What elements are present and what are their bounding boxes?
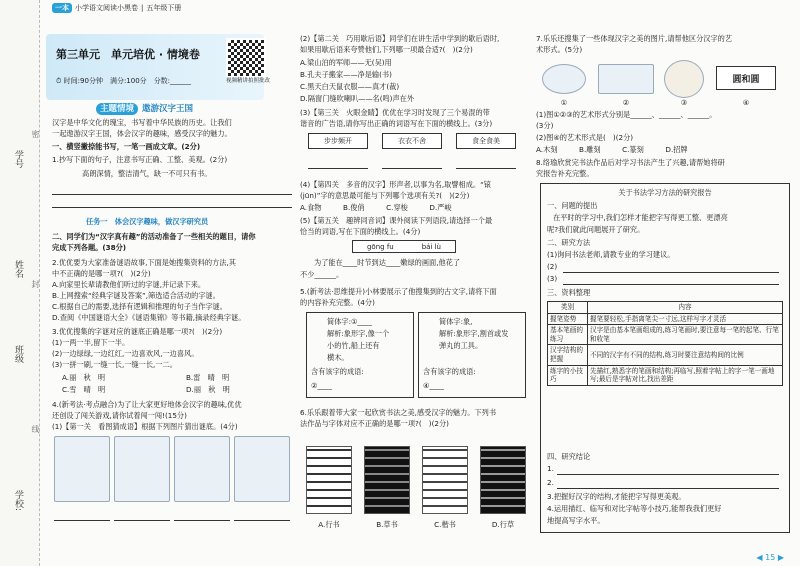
seal-char: 封 <box>31 280 40 288</box>
report-text: 在平时的学习中,我们怎样才能把字写得更工整、更漂亮 <box>553 213 728 222</box>
table-header: 类别 <box>548 302 588 314</box>
calligraphy-image <box>364 446 410 514</box>
table-header: 内容 <box>588 302 783 314</box>
stage-two: 如果用歇后语来夸赞他们,下列哪一项最合适?( )(2分) <box>300 45 473 54</box>
table-row: 握笔姿势 握笔要轻松,手指离笔尖一寸远,这样写字才灵活 <box>548 313 783 325</box>
option[interactable]: B.孔夫子搬家——净是输(书) <box>300 70 392 79</box>
stage-three: (3)【第三关 火眼金睛】优优在学习时发现了三个易混的带 <box>300 108 490 117</box>
question-7: 7.乐乐还搜集了一些体现汉字之美的图片,请帮他区分汉字的艺 <box>536 34 733 43</box>
report-text: (1)询问书法老师,请教专业的学习建议。 <box>547 250 675 259</box>
riddle: (2)一边绿绿,一边红红,一边喜欢风,一边喜风。 <box>52 349 199 358</box>
stage-three: 谐音的广告语,请你写出正确的词语写在下面的横线上。(3分) <box>300 119 493 128</box>
ad-slogan: 衣衣不舍 <box>382 133 442 149</box>
paper-cut-image <box>542 64 586 94</box>
stage-four: (4)【第四关 多音的汉字】形声者,以事为名,取譬相成。“锿 <box>300 180 491 189</box>
question-6: 6.乐乐跟着带大家一起欣赏书法之美,感受汉字的魅力。下列书 <box>300 408 497 417</box>
option[interactable]: A.向家里长辈请教他们听过的字谜,并记录下来。 <box>52 280 206 289</box>
part-two-heading: 完成下列各题。(38分) <box>52 243 127 252</box>
qr-code-icon[interactable] <box>226 38 266 78</box>
option[interactable]: D.丽 秋 明 <box>186 385 230 394</box>
options-row[interactable]: A.木刻 B.雕刻 C.篆刻 D.招牌 <box>536 145 688 154</box>
intro-text: 一起遨游汉字王国，体会汉字的趣味，感受汉字的魅力。 <box>52 129 232 138</box>
report-text: 4.运用描红、临写和对比字帖等小技巧,能帮我我们更好 <box>547 504 722 513</box>
binding-margin <box>0 0 40 566</box>
answer-line[interactable] <box>382 168 442 169</box>
sub-question: (2)图④的艺术形式是( )(2分) <box>536 133 634 142</box>
image-label: ② <box>622 98 630 107</box>
table-row: 基本笔画的练习 汉字是由基本笔画组成的,练习笔画时,要注意每一笔的起笔、行笔和收笔 <box>548 325 783 345</box>
image-label: ③ <box>680 98 688 107</box>
question-1: 1.抄写下面的句子，注意书写正确、工整、美观。(2分) <box>52 155 228 164</box>
question-6: 法作品与字体对应不正确的是哪一项?( )(2分) <box>300 419 449 428</box>
student-number-label: 学号 <box>13 150 23 168</box>
page-number: ◀ 15 ▶ <box>756 553 784 562</box>
column-left <box>46 0 298 566</box>
school-label: 学校: <box>13 490 23 512</box>
seal-image <box>664 60 704 98</box>
picture-icon <box>174 436 230 502</box>
calligraphy-image <box>306 446 352 514</box>
unit-title: 第三单元 单元培优 · 情境卷 <box>56 48 200 61</box>
task-heading: 任务一 体会汉字趣味，做汉字研究员 <box>86 217 209 226</box>
grade-label: 五年级下册 <box>146 4 182 12</box>
plaque-image: 圆和圆 <box>716 66 776 90</box>
option[interactable]: C.雪 晴 明 <box>62 385 106 394</box>
series-title: 小学语文阅读小黑卷 <box>75 4 138 12</box>
column-middle <box>300 0 532 566</box>
report-text: (3) <box>547 274 558 283</box>
option[interactable]: D.隔窗门缝吹喇叭——名(鸣)声在外 <box>300 94 415 103</box>
option[interactable]: D.查阅《中国谜语大全》《谜语集锦》等书籍,摘录经典字谜。 <box>52 313 246 322</box>
fill-sentence: 不少______。 <box>300 270 344 279</box>
question-8: 8.络瑜欣赏完书法作品后对学习书法产生了兴趣,请帮她将研 <box>536 158 725 167</box>
column-right <box>536 0 794 566</box>
answer-line[interactable] <box>308 168 368 169</box>
section-heading: 主题情境 遨游汉字王国 <box>96 102 193 114</box>
report-text: 3.把握好汉字的结构,才能把字写得更美观。 <box>547 492 686 501</box>
question-5: 的内容补充完整。(4分) <box>300 298 375 307</box>
question-3: 3.优优搜集的字谜对应的谜底正确是哪一项?( )(2分) <box>52 327 223 336</box>
seal-char: 线 <box>31 425 40 433</box>
answer-line[interactable] <box>234 520 290 521</box>
name-label: 姓名 <box>13 260 23 278</box>
qr-caption: 视频精讲拍照批改 <box>226 78 271 84</box>
report-text: 1. <box>547 464 554 473</box>
research-report <box>540 183 790 533</box>
answer-line[interactable] <box>52 194 292 195</box>
picture-icon <box>54 436 110 502</box>
intro-text: 汉字是中华文化的瑰宝，书写着中华民族的历史。让我们 <box>52 118 232 127</box>
exam-meta: ⏱ 时间:90分钟 满分:100分 分数:______ <box>56 77 192 85</box>
calligraphy-image <box>480 446 526 514</box>
image-label: ① <box>560 98 568 107</box>
picture-icon <box>114 436 170 502</box>
question-2: 2.优优要为大家准备谜语故事,下面是她搜集资料的方法,其 <box>52 258 236 267</box>
stage-five: (5)【第五关 趣辨同音词】课外阅读下列语段,请选择一个最 <box>300 216 493 225</box>
answer-line[interactable] <box>456 168 516 169</box>
option[interactable]: B.雷 晴 明 <box>186 373 230 382</box>
option[interactable]: A.梁山泊的军师——无(吴)用 <box>300 58 392 67</box>
part-one-heading: 一、横竖撇捺能书写，一笔一画成文章。(2分) <box>52 142 201 151</box>
question-5: 5.(新考法·思维提升)小林要展示了他搜集到的古文字,请将下面 <box>300 287 497 296</box>
question-4: 4.(新考法·考点融合)为了让大家更好地体会汉字的趣味,优优 <box>52 400 242 409</box>
question-8: 究报告补充完整。 <box>536 169 594 178</box>
answer-line[interactable] <box>54 520 110 521</box>
stage-one: (1)【第一关 看图猜成语】根据下列图片猜出谜底。(4分) <box>52 422 238 431</box>
riddle: (1)一两一半,留下一半。 <box>52 338 130 347</box>
report-text: (2) <box>547 262 558 271</box>
answer-line[interactable] <box>114 520 170 521</box>
report-heading: 三、资料整理 <box>547 288 591 297</box>
answer-line[interactable] <box>563 284 779 285</box>
option[interactable]: A.丽 秋 明 <box>62 373 106 382</box>
pinyin-box: gōng fu bái lù <box>352 240 456 253</box>
option[interactable]: B.上网搜索“经典字谜及答案”,筛选适合活动的字谜。 <box>52 291 220 300</box>
option[interactable]: C.楷书 <box>434 520 456 529</box>
options-row[interactable]: A.食物 B.俊俏 C.穿梭 D.严峻 <box>300 203 452 212</box>
report-text: 2. <box>547 478 554 487</box>
answer-line[interactable] <box>563 272 779 273</box>
table-row: 汉字结构的把握 不同的汉字有不同的结构,练习时要注意结构间的比例 <box>548 345 783 365</box>
answer-line[interactable] <box>557 474 779 475</box>
option[interactable]: C.根据自己的需要,选择有逻辑和推理的句子当作字谜。 <box>52 302 227 311</box>
question-4: 还创设了闯关游戏,请你试着闯一闯!(15分) <box>52 411 187 420</box>
report-title: 关于书法学习方法的研究报告 <box>618 188 712 197</box>
option[interactable]: B.草书 <box>376 520 398 529</box>
ad-slogan: 食全食美 <box>456 133 516 149</box>
report-heading: 一、问题的提出 <box>547 201 598 210</box>
sub-question: (3分) <box>536 121 554 130</box>
seal-char: 密 <box>31 130 40 138</box>
page-header: 一本 小学语文阅读小黑卷 | 五年级下册 <box>52 0 181 16</box>
class-label: 班级 <box>13 345 23 363</box>
option[interactable]: A.行书 <box>318 520 340 529</box>
picture-icon <box>234 436 290 502</box>
fill-sentence: 为了能在____时节到达____嫩绿的画面,他花了 <box>314 258 461 267</box>
stage-two: (2)【第二关 巧用歇后语】同学们在讲生活中学到的歇后语时, <box>300 34 500 43</box>
fan-image <box>598 64 654 94</box>
answer-line[interactable] <box>174 520 230 521</box>
option[interactable]: D.行草 <box>491 520 515 529</box>
copy-sentence: 高朗深情，整洁清气，缺一不可只有书。 <box>82 169 212 178</box>
calligraphy-image <box>422 446 468 514</box>
question-2: 中不正确的是哪一项?( )(2分) <box>52 269 151 278</box>
answer-line[interactable] <box>52 207 292 208</box>
ad-slogan: 步步频开 <box>308 133 368 149</box>
part-two-heading: 二、同学们为“汉字真有趣”的活动准备了一些相关的题目，请你 <box>52 232 256 241</box>
report-heading: 二、研究方法 <box>547 238 591 247</box>
question-7: 术形式。(5分) <box>536 45 583 54</box>
ancient-char-card: 简体字:①____ 解析:象形字,像一个 小的竹,船上还有 横木。 含有该字的成语: ②____ <box>306 312 414 398</box>
report-heading: 四、研究结论 <box>547 452 591 461</box>
sub-question: (1)图①②③的艺术形式分别是______、______、______。 <box>536 110 717 119</box>
answer-line[interactable] <box>557 488 779 489</box>
report-text: 呢?我们就此问题展开了研究。 <box>547 225 645 234</box>
stage-four: (jūn)”字的意思最可能与下列哪个选项有关?( )(2分) <box>300 191 470 200</box>
stage-five: 恰当的词语,写在下面的横线上。(4分) <box>300 227 421 236</box>
brand-logo: 一本 <box>52 3 72 13</box>
image-label: ④ <box>742 98 750 107</box>
table-row: 练字的小技巧 先描红,熟悉字的笔画和结构;再临写,照着字帖上的字一笔一画地写;最后是字帖对比,找出差距 <box>548 365 783 385</box>
info-table <box>547 301 783 386</box>
option[interactable]: C.黑天白天鼠衣服——真才(裁) <box>300 82 400 91</box>
ancient-char-card: 简体字:象, 解析:象形字,割首或发 弹丸的工具。 含有该字的成语: ④____ <box>418 312 526 398</box>
riddle: (3)一拼一刷,一缝一长,一缝一长,一二。 <box>52 360 177 369</box>
report-text: 地提高写字水平。 <box>547 516 605 525</box>
